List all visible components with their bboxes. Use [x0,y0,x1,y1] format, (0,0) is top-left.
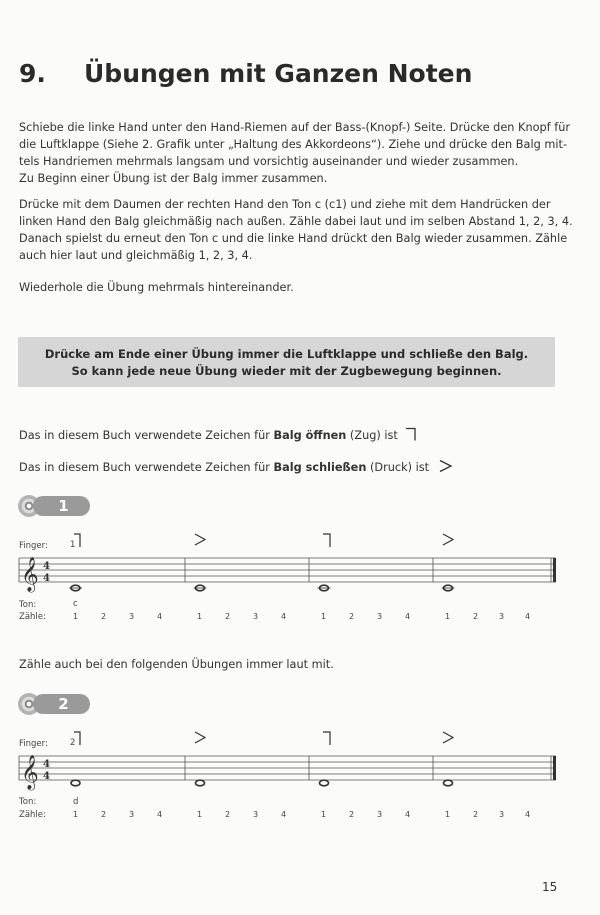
count-1: 1 [321,612,327,621]
staff-ex2 [0,748,600,798]
bellows-marks-ex1 [0,532,600,552]
count-4: 4 [405,810,411,819]
text-line: linken Hand den Balg gleichmäßig nach außen. Zähle dabei laut und im selben Abstand 1, 2, 3, 4. [19,215,573,228]
staff-ex1 [0,550,600,600]
sign-open-line [19,425,413,442]
finger-label: Finger: [19,739,48,749]
count-4: 4 [525,810,531,819]
count-1: 1 [321,810,327,819]
count-4: 4 [281,810,287,819]
bellows-open-icon [405,427,417,441]
count-3: 3 [377,810,383,819]
track-badge-2[interactable] [18,693,90,715]
count-1: 1 [445,612,451,621]
text-line: die Luftklappe (Siehe 2. Grafik unter „Haltung des Akkordeons“). Ziehe und drücke den Balg mit- [19,138,568,151]
tone-label: Ton: [19,600,37,610]
count-label: Zähle: [19,612,46,622]
count-2: 2 [225,612,231,621]
count-3: 3 [129,810,135,819]
count-1: 1 [197,810,203,819]
count-4: 4 [157,612,163,621]
count-1: 1 [197,612,203,621]
track-number: 1 [33,496,90,516]
section-number: 9. [19,59,46,88]
tone-name: d [73,797,79,807]
text-line: Wiederhole die Übung mehrmals hintereinander. [19,281,294,294]
count-2: 2 [101,612,107,621]
count-3: 3 [377,612,383,621]
note-box [18,337,555,387]
track-number: 2 [33,694,90,714]
count-4: 4 [281,612,287,621]
svg-text:𝄞: 𝄞 [21,755,39,790]
count-2: 2 [473,612,479,621]
sign-close-bold: Balg schließen [273,461,367,474]
tone-label: Ton: [19,797,37,807]
paragraph-repeat [19,279,559,296]
sign-close-suffix: (Druck) ist [366,461,430,474]
count-3: 3 [253,612,259,621]
count-2: 2 [101,810,107,819]
count-1: 1 [445,810,451,819]
text-line: tels Handriemen mehrmals langsam und vorsichtig auseinander und wieder zusammen. [19,155,519,168]
count-label: Zähle: [19,810,46,820]
paragraph-intro [19,119,571,187]
sign-open-bold: Balg öffnen [273,429,347,442]
sign-close-line [19,457,447,474]
count-4: 4 [525,612,531,621]
followup-text: Zähle auch bei den folgenden Übungen immer laut mit. [19,658,334,671]
svg-text:4: 4 [43,759,50,770]
svg-text:4: 4 [43,561,50,572]
count-2: 2 [473,810,479,819]
finger-number: 1 [70,540,76,550]
tone-name: c [73,599,78,609]
sign-open-prefix: Das in diesem Buch verwendete Zeichen für [19,429,274,442]
svg-text:4: 4 [43,573,50,584]
text-line: Drücke mit dem Daumen der rechten Hand den Ton c (c1) und ziehe mit dem Handrücken der [19,198,551,211]
count-1: 1 [73,612,79,621]
section-title: Übungen mit Ganzen Noten [84,59,473,88]
bellows-marks-ex2 [0,730,600,750]
text-line: Schiebe die linke Hand unter den Hand-Riemen auf der Bass-(Knopf-) Seite. Drücke den Knopf für [19,121,571,134]
text-line: auch hier laut und gleichmäßig 1, 2, 3, 4. [19,249,253,262]
finger-label: Finger: [19,541,48,551]
count-2: 2 [349,612,355,621]
count-3: 3 [253,810,259,819]
sign-open-suffix: (Zug) ist [346,429,398,442]
track-badge-1[interactable] [18,495,90,517]
note-line: So kann jede neue Übung wieder mit der Zugbewegung beginnen. [71,364,502,378]
note-line: Drücke am Ende einer Übung immer die Luftklappe und schließe den Balg. [44,347,529,361]
count-2: 2 [225,810,231,819]
count-3: 3 [499,612,505,621]
count-4: 4 [157,810,163,819]
svg-text:𝄞: 𝄞 [21,557,39,592]
count-2: 2 [349,810,355,819]
paragraph-instructions [19,196,573,264]
text-line: Zu Beginn einer Übung ist der Balg immer zusammen. [19,172,328,185]
page-number: 15 [542,880,558,894]
count-3: 3 [129,612,135,621]
bellows-close-icon [439,459,453,473]
count-1: 1 [73,810,79,819]
text-line: Danach spielst du erneut den Ton c und die linke Hand drückt den Balg wieder zusammen. Zähle [19,232,568,245]
sign-close-prefix: Das in diesem Buch verwendete Zeichen für [19,461,274,474]
finger-number: 2 [70,738,76,748]
count-3: 3 [499,810,505,819]
count-4: 4 [405,612,411,621]
svg-text:4: 4 [43,771,50,782]
